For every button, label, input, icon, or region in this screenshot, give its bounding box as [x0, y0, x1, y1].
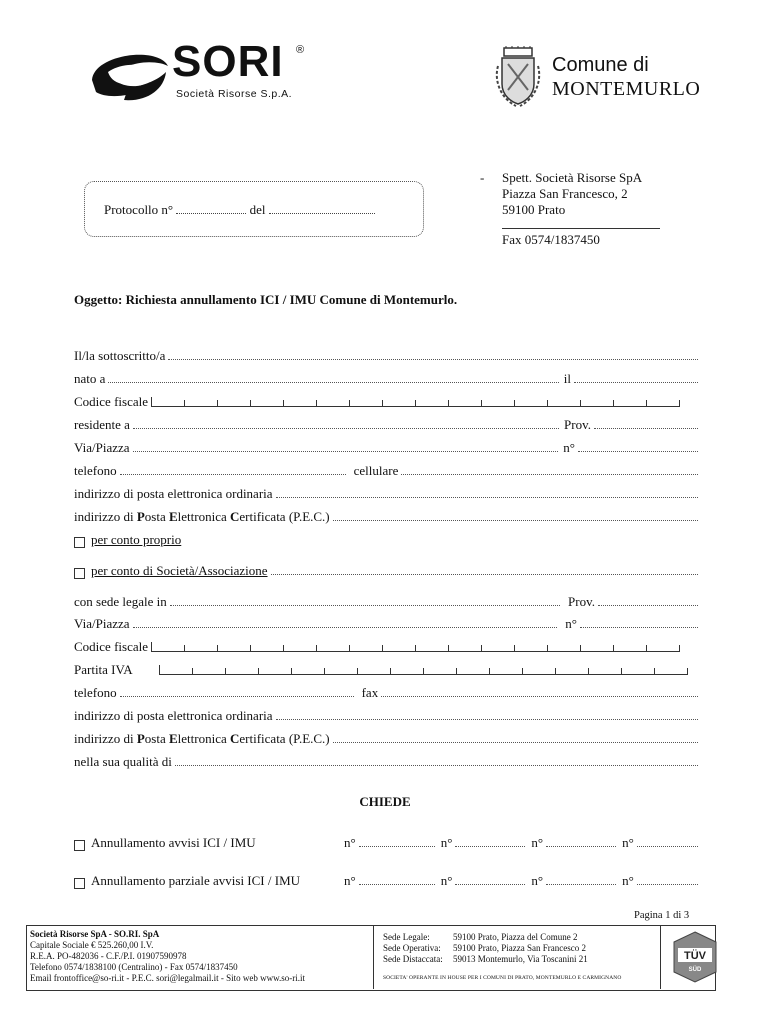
label-n: n° — [344, 835, 356, 850]
row-codice-fiscale — [74, 392, 698, 410]
field-societa[interactable] — [271, 573, 698, 575]
chiede-heading: CHIEDE — [359, 794, 411, 809]
tuv-top-text: TÜV — [684, 950, 706, 962]
label-nato-a: nato a — [74, 371, 106, 386]
label-telefono: telefono — [74, 463, 117, 478]
field-via-sede[interactable] — [133, 626, 558, 628]
field-via-piazza[interactable] — [133, 450, 559, 452]
subject-line: Oggetto: Richiesta annullamento ICI / IMU Comune di Montemurlo. — [74, 292, 458, 307]
label-prov: Prov. — [564, 417, 591, 432]
label-partita-iva: Partita IVA — [74, 662, 133, 677]
label-per-conto-societa: per conto di Società/Associazione — [91, 563, 268, 578]
field-nato-a[interactable] — [108, 381, 558, 383]
addressee-separator — [502, 228, 660, 229]
addressee-dash: - — [480, 170, 485, 185]
label-annullamento-parziale: Annullamento parziale avvisi ICI / IMU — [91, 873, 301, 888]
label-qualita: nella sua qualità di — [74, 754, 172, 769]
label-residente-a: residente a — [74, 417, 130, 432]
checkbox-per-conto-societa[interactable] — [74, 568, 85, 579]
partita-iva-boxes[interactable] — [159, 665, 688, 675]
field-sottoscritto[interactable] — [168, 358, 698, 360]
field-sede-legale[interactable] — [170, 604, 560, 606]
footer-divider — [660, 925, 661, 989]
codice-fiscale-boxes[interactable] — [151, 397, 680, 407]
checkbox-annullamento-parziale[interactable] — [74, 878, 85, 889]
sori-subtitle: Società Risorse S.p.A. — [176, 88, 293, 100]
label-telefono: telefono — [74, 685, 117, 700]
value-sede-operativa: 59100 Prato, Piazza San Francesco 2 — [453, 943, 586, 953]
label-codice-fiscale: Codice fiscale — [74, 639, 148, 654]
field-telefono-societa[interactable] — [120, 695, 354, 697]
label-numero: n° — [563, 440, 575, 455]
field-data-nascita[interactable] — [574, 381, 698, 383]
label-pec: indirizzo di Posta Elettronica Certificata (P.E.C.) — [74, 509, 330, 524]
protocol-number-field[interactable] — [176, 201, 246, 214]
row-sottoscritto — [74, 346, 698, 364]
row-telefono — [74, 461, 698, 479]
label-email: indirizzo di posta elettronica ordinaria — [74, 486, 273, 501]
field-cellulare[interactable] — [401, 473, 698, 475]
field-parziale-3[interactable] — [546, 883, 616, 885]
tuv-certification-icon — [672, 930, 718, 984]
registered-mark: ® — [296, 44, 305, 56]
field-prov-sede[interactable] — [598, 604, 698, 606]
label-n: n° — [344, 873, 356, 888]
field-email[interactable] — [276, 496, 698, 498]
tuv-bottom-text: SÜD — [688, 967, 702, 973]
row-partita-iva — [74, 660, 698, 678]
comune-name: MONTEMURLO — [552, 78, 701, 100]
field-parziale-2[interactable] — [455, 883, 525, 885]
label-fax: fax — [361, 685, 379, 700]
label-pec: indirizzo di Posta Elettronica Certificata (P.E.C.) — [74, 731, 330, 746]
addressee-line: Piazza San Francesco, 2 — [502, 186, 628, 201]
field-pec[interactable] — [333, 519, 698, 521]
field-avviso-2[interactable] — [455, 845, 525, 847]
protocol-date-field[interactable] — [269, 201, 375, 214]
comune-title: Comune di — [552, 54, 649, 76]
field-numero[interactable] — [578, 450, 698, 452]
label-per-conto-proprio: per conto proprio — [91, 532, 182, 547]
row-nato — [74, 369, 698, 387]
field-avviso-4[interactable] — [637, 845, 698, 847]
field-pec-societa[interactable] — [333, 741, 698, 743]
row-sede-legale — [74, 592, 698, 610]
field-parziale-1[interactable] — [359, 883, 435, 885]
field-fax[interactable] — [381, 695, 698, 697]
addressee-fax: Fax 0574/1837450 — [502, 232, 600, 247]
value-sede-legale: 59100 Prato, Piazza del Comune 2 — [453, 932, 578, 942]
addressee-line: Spett. Società Risorse SpA — [502, 170, 643, 185]
protocol-del-label: del — [249, 202, 266, 217]
footer-capital: Capitale Sociale € 525.260,00 I.V. — [30, 940, 154, 950]
label-cellulare: cellulare — [353, 463, 399, 478]
row-qualita — [74, 752, 698, 770]
row-conto-societa — [74, 561, 698, 579]
label-sede-distaccata: Sede Distaccata: — [383, 954, 443, 964]
field-qualita[interactable] — [175, 764, 698, 766]
label-n: n° — [440, 873, 453, 888]
codice-fiscale-societa-boxes[interactable] — [151, 642, 680, 652]
footer-in-house-note: SOCIETA' OPERANTE IN HOUSE PER I COMUNI DI PRATO, MONTEMURLO E CARMIGNANO — [383, 975, 622, 981]
label-sede-legale: Sede Legale: — [383, 932, 430, 942]
footer-company-info — [30, 929, 305, 984]
row-conto-proprio — [74, 530, 698, 548]
checkbox-annullamento[interactable] — [74, 840, 85, 851]
label-sottoscritto: Il/la sottoscritto/a — [74, 348, 166, 363]
value-sede-distaccata: 59013 Montemurlo, Via Toscanini 21 — [453, 954, 588, 964]
label-via-piazza: Via/Piazza — [74, 616, 130, 631]
sori-wordmark: SORI — [172, 37, 284, 86]
protocol-line — [104, 201, 375, 218]
page-number: Pagina 1 di 3 — [634, 910, 690, 921]
label-sede-operativa: Sede Operativa: — [383, 943, 441, 953]
row-telefono-societa — [74, 683, 698, 701]
label-n: n° — [622, 873, 634, 888]
label-numero: n° — [565, 616, 577, 631]
field-prov[interactable] — [594, 427, 698, 429]
protocol-label: Protocollo n° — [104, 202, 174, 217]
row-codice-fiscale-societa — [74, 637, 698, 655]
label-n: n° — [440, 835, 453, 850]
row-option-annullamento — [74, 833, 698, 851]
row-via — [74, 438, 698, 456]
row-email — [74, 484, 698, 502]
label-n: n° — [531, 835, 544, 850]
label-via-piazza: Via/Piazza — [74, 440, 130, 455]
row-via-sede — [74, 614, 698, 632]
label-prov: Prov. — [568, 594, 595, 609]
field-email-societa[interactable] — [276, 718, 698, 720]
label-annullamento: Annullamento avvisi ICI / IMU — [91, 835, 256, 850]
field-avviso-3[interactable] — [546, 845, 616, 847]
row-residente — [74, 415, 698, 433]
addressee-line: 59100 Prato — [502, 202, 566, 217]
footer-company-name: Società Risorse SpA - SO.RI. SpA — [30, 929, 160, 939]
label-n: n° — [622, 835, 634, 850]
field-numero-sede[interactable] — [580, 626, 698, 628]
comune-crest-icon — [494, 46, 542, 108]
footer-phone: Telefono 0574/1838100 (Centralino) - Fax 0574/1837450 — [30, 962, 238, 972]
footer-sedi — [383, 932, 588, 965]
row-pec-societa — [74, 729, 698, 747]
field-telefono[interactable] — [120, 473, 346, 475]
label-sede-legale: con sede legale in — [74, 594, 167, 609]
footer-email: Email frontoffice@so-ri.it - P.E.C. sori@legalmail.it - Sito web www.so-ri.it — [30, 973, 306, 983]
footer-divider — [373, 925, 374, 989]
label-email: indirizzo di posta elettronica ordinaria — [74, 708, 273, 723]
field-avviso-1[interactable] — [359, 845, 435, 847]
checkbox-per-conto-proprio[interactable] — [74, 537, 85, 548]
label-codice-fiscale: Codice fiscale — [74, 394, 148, 409]
row-pec — [74, 507, 698, 525]
label-il: il — [563, 371, 571, 386]
row-option-annullamento-parziale — [74, 871, 698, 889]
field-parziale-4[interactable] — [637, 883, 698, 885]
row-email-societa — [74, 706, 698, 724]
footer-rea: R.E.A. PO-482036 - C.F./P.I. 01907590978 — [30, 951, 187, 961]
field-residente-a[interactable] — [133, 427, 559, 429]
label-n: n° — [531, 873, 544, 888]
